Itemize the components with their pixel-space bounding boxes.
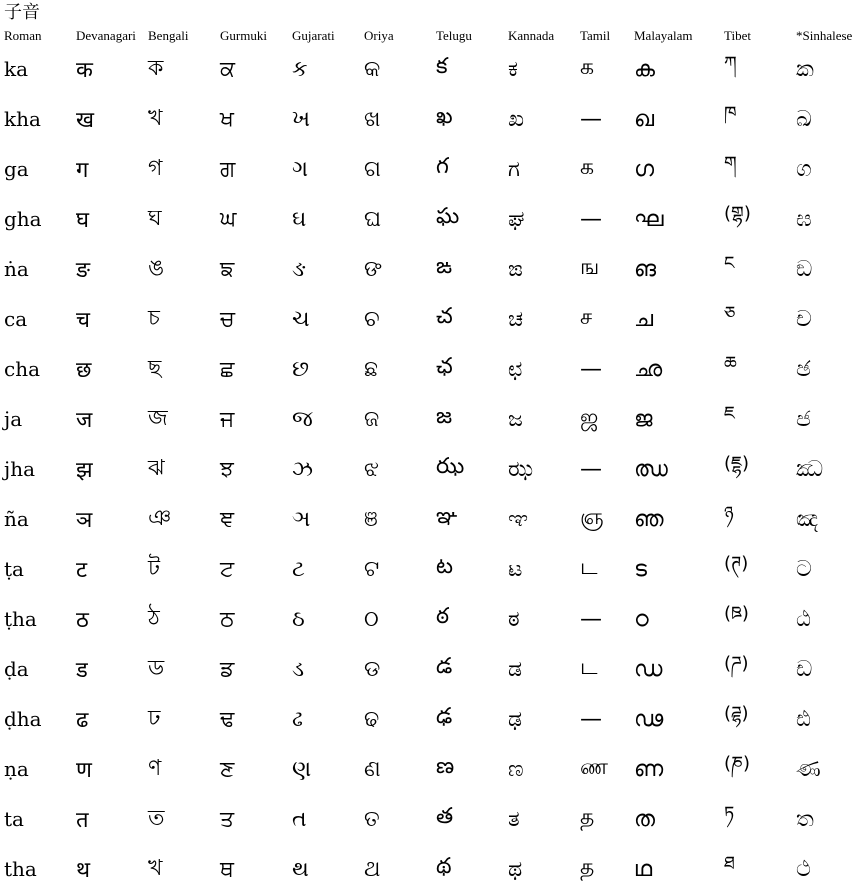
consonant-row [0,194,862,244]
roman-cell: ña [4,507,29,531]
glyph-cell: ඨ [796,606,811,632]
glyph-cell: ત [292,806,307,832]
consonant-row [0,394,862,444]
consonant-row [0,644,862,694]
consonant-row [0,294,862,344]
consonant-row [0,44,862,94]
glyph-cell: ཐ [724,853,735,874]
roman-cell: jha [4,457,36,481]
roman-cell: ṭa [4,557,24,581]
glyph-cell: ఘ [436,204,460,229]
glyph-cell: ਜ [220,406,235,432]
glyph-cell: ग [76,158,89,183]
glyph-cell: ಣ [508,756,524,782]
glyph-cell: ཏ [724,803,735,824]
glyph-cell: ಥ [508,856,523,882]
roman-cell: kha [4,107,41,131]
glyph-cell: த [580,805,595,830]
glyph-cell: ਛ [220,356,235,382]
glyph-cell: ઝ [292,456,313,482]
glyph-cell: ඪ [796,706,811,732]
glyph-cell: ജ [634,406,653,432]
glyph-cell: ण [76,758,92,783]
glyph-cell: ਢ [220,706,235,732]
glyph-cell: ਝ [220,456,234,482]
glyph-cell: ಞ [508,506,529,532]
glyph-cell: ඞ [796,256,813,282]
glyph-cell: ਖ [220,106,234,132]
glyph-cell: କ [364,56,381,82]
header-row [0,27,862,44]
glyph-cell: ਚ [220,306,235,332]
glyph-cell: ਠ [220,606,235,632]
glyph-cell: ઙ [292,256,307,282]
glyph-cell: ক [148,55,164,81]
roman-cell: ḍa [4,657,29,681]
glyph-cell: ட [580,655,598,680]
glyph-cell: ఞ [436,504,458,529]
glyph-cell: ଢ [364,706,380,732]
glyph-cell: த [580,855,595,880]
glyph-cell: খ [148,105,163,131]
consonant-row [0,94,862,144]
consonant-row [0,594,862,644]
glyph-cell: છ [292,356,310,382]
glyph-cell: ছ [148,355,162,381]
roman-cell: gha [4,207,42,231]
column-header: Bengali [148,28,189,43]
glyph-cell: জ [148,405,168,431]
glyph-cell: ত [148,805,165,831]
glyph-cell: ഝ [634,456,668,482]
glyph-cell: ચ [292,306,310,332]
consonant-row [0,694,862,744]
glyph-cell: ટ [292,556,305,582]
glyph-cell: ଛ [364,356,378,382]
roman-cell: ṇa [4,757,29,781]
glyph-cell: ణ [436,754,455,779]
glyph-cell: ఙ [436,254,453,279]
glyph-cell: ഞ [634,506,664,532]
roman-cell: ṅa [4,257,29,281]
glyph-cell: ङ [76,258,91,283]
glyph-cell: ਤ [220,806,235,832]
roman-cell: ca [4,307,28,331]
glyph-cell: ණ [796,756,821,782]
glyph-cell: డ [436,654,453,679]
glyph-cell: ക [634,56,655,82]
glyph-cell: ཀ [724,53,737,74]
glyph-cell: च [76,308,90,333]
glyph-cell: ઞ [292,506,311,532]
glyph-cell: ಠ [508,606,520,632]
glyph-cell: ಖ [508,106,525,132]
glyph-cell: ଗ [364,156,381,182]
glyph-cell: ਟ [220,556,235,582]
glyph-cell: ଜ [364,406,380,432]
glyph-cell: ཁ [724,103,737,124]
glyph-cell: छ [76,358,92,383]
glyph-cell: ণ [148,755,162,781]
glyph-cell: ട [634,556,647,582]
glyph-cell: ഛ [634,356,663,382]
glyph-cell: — [580,206,602,232]
glyph-cell: ඩ [796,656,813,682]
glyph-cell: ఢ [436,704,453,729]
glyph-cell: ড [148,655,165,681]
column-header: Oriya [364,28,394,43]
glyph-cell: ங [580,255,600,280]
glyph-cell: ଙ [364,256,383,282]
glyph-cell: ଠ [364,606,379,632]
glyph-cell: ગ [292,156,309,182]
glyph-cell: (ཎ) [724,753,751,774]
glyph-cell: ड [76,658,88,683]
glyph-cell: ಚ [508,306,524,332]
roman-cell: ta [4,807,24,831]
glyph-cell: ග [796,156,812,182]
column-header: Malayalam [634,28,693,43]
glyph-cell: ज [76,408,93,433]
glyph-cell: ఖ [436,104,453,129]
glyph-cell: ડ [292,656,305,682]
glyph-cell: ತ [508,806,520,832]
glyph-cell: ට [796,556,812,582]
column-header: Roman [4,28,42,43]
page-heading: 子音 [4,2,40,23]
glyph-cell: ણ [292,756,312,782]
consonant-row [0,744,862,794]
glyph-cell: ঞ [148,505,172,531]
glyph-cell: க [580,55,595,80]
glyph-cell: ঝ [148,455,165,481]
roman-cell: tha [4,857,37,881]
glyph-cell: — [580,356,602,382]
glyph-cell: ਞ [220,506,235,532]
glyph-cell: ಝ [508,456,534,482]
glyph-cell: — [580,606,602,632]
glyph-cell: ང [724,253,735,274]
glyph-cell: ഡ [634,656,663,682]
glyph-cell: ઢ [292,706,303,732]
consonant-row [0,144,862,194]
glyph-cell: త [436,804,454,829]
glyph-cell: ඛ [796,106,812,132]
glyph-cell: ཆ [724,353,737,374]
glyph-cell: ஞ [580,505,604,530]
glyph-cell: ଘ [364,206,382,232]
glyph-cell: झ [76,458,93,483]
glyph-cell: ಘ [508,206,525,232]
glyph-cell: ਘ [220,206,237,232]
roman-cell: ka [4,57,29,81]
glyph-cell: ଚ [364,306,380,332]
roman-cell: ga [4,157,29,181]
glyph-cell: (གྷ) [724,203,751,224]
glyph-cell: ଟ [364,556,380,582]
consonant-row [0,244,862,294]
glyph-cell: थ [76,858,91,883]
glyph-cell: ಡ [508,656,523,682]
glyph-cell: (ཌ) [724,653,749,674]
glyph-cell: க [580,155,595,180]
glyph-cell: ਡ [220,656,235,682]
glyph-cell: ත [796,806,814,832]
consonant-row [0,794,862,844]
glyph-cell: ତ [364,806,380,832]
glyph-cell: ଝ [364,456,379,482]
glyph-cell: ഘ [634,206,664,232]
glyph-cell: (ཋ) [724,603,749,624]
glyph-cell: — [580,106,602,132]
glyph-cell: ఝ [436,454,465,479]
roman-cell: cha [4,357,41,381]
glyph-cell: ජ [796,406,811,432]
glyph-cell: ഖ [634,106,655,132]
column-header: Kannada [508,28,555,43]
glyph-cell: — [580,706,602,732]
glyph-cell: ത [634,806,655,832]
column-header: Tibet [724,28,751,43]
consonant-row [0,844,862,894]
consonant-table [0,27,862,894]
glyph-cell: (ཊ) [724,553,749,574]
glyph-cell: ख [76,108,94,133]
glyph-cell: ಗ [508,156,520,182]
glyph-cell: খ [148,855,163,881]
column-header: Gujarati [292,28,335,43]
glyph-cell: ઠ [292,606,305,632]
glyph-cell: ਣ [220,756,235,782]
glyph-cell: ठ [76,608,89,633]
glyph-cell: થ [292,856,309,882]
column-header: Gurmuki [220,28,267,43]
glyph-cell: ଖ [364,106,381,132]
glyph-cell: ઘ [292,206,307,232]
roman-cell: ḍha [4,707,42,731]
column-header: Telugu [436,28,472,43]
glyph-cell: ଣ [364,756,381,782]
glyph-cell: ཅ [724,303,736,324]
glyph-cell: ഥ [634,856,653,882]
glyph-cell: ච [796,306,812,332]
glyph-cell: ਗ [220,156,236,182]
glyph-cell: ঙ [148,255,165,281]
glyph-cell: ट [76,558,88,583]
glyph-cell: ખ [292,106,311,132]
glyph-cell: ක [796,56,814,82]
column-header: Tamil [580,28,611,43]
glyph-cell: ક [292,56,308,82]
glyph-cell: ਕ [220,56,236,82]
glyph-cell: ଞ [364,506,378,532]
glyph-cell: ଡ [364,656,381,682]
glyph-cell: ಕ [508,56,518,82]
glyph-cell: ঘ [148,205,162,231]
glyph-cell: (ཇྷ) [724,453,750,474]
glyph-cell: ങ [634,256,657,282]
glyph-cell: ཇ [724,403,735,424]
glyph-cell: ఛ [436,354,453,379]
glyph-cell: ட [580,555,598,580]
glyph-cell: క [436,54,448,79]
glyph-cell: ట [436,554,453,579]
glyph-cell: ച [634,306,654,332]
glyph-cell: ඝ [796,206,812,232]
glyph-cell: ञ [76,508,93,533]
glyph-cell: গ [148,155,163,181]
glyph-cell: జ [436,404,453,429]
glyph-cell: ಢ [508,706,523,732]
glyph-cell: ঢ [148,705,161,731]
glyph-cell: ಟ [508,556,523,582]
glyph-cell: त [76,808,89,833]
glyph-cell: థ [436,854,452,879]
glyph-cell: ඣ [796,456,824,482]
glyph-cell: ট [148,555,160,581]
glyph-cell: ಙ [508,256,523,282]
glyph-cell: ஜ [580,405,599,430]
glyph-cell: ണ [634,756,664,782]
glyph-cell: ಛ [508,356,523,382]
glyph-cell: ଥ [364,856,381,882]
column-header: *Sinhalese [796,28,853,43]
consonant-row [0,494,862,544]
roman-cell: ṭha [4,607,37,631]
glyph-cell: ఠ [436,604,450,629]
glyph-cell: ག [724,153,737,174]
glyph-cell: ಜ [508,406,523,432]
glyph-cell: ਥ [220,856,234,882]
glyph-cell: ঠ [148,605,160,631]
column-header: Devanagari [76,28,136,43]
glyph-cell: గ [436,154,449,179]
glyph-cell: ढ [76,708,89,733]
glyph-cell: ඤ [796,506,819,532]
glyph-cell: ථ [796,856,811,882]
glyph-cell: જ [292,406,313,432]
glyph-cell: ഗ [634,156,655,182]
glyph-cell: ഢ [634,706,664,732]
consonant-row [0,344,862,394]
glyph-cell: ச [580,305,593,330]
glyph-cell: ண [580,755,608,780]
glyph-cell: চ [148,305,160,331]
glyph-cell: ཉ [724,503,734,524]
glyph-cell: చ [436,304,453,329]
glyph-cell: ඡ [796,356,811,382]
glyph-cell: ഠ [634,606,649,632]
glyph-cell: (ཌྷ) [724,703,749,724]
glyph-cell: — [580,456,602,482]
consonant-row [0,544,862,594]
glyph-cell: क [76,58,93,83]
glyph-cell: घ [76,208,90,233]
roman-cell: ja [4,407,23,431]
consonant-row [0,444,862,494]
glyph-cell: ਙ [220,256,235,282]
